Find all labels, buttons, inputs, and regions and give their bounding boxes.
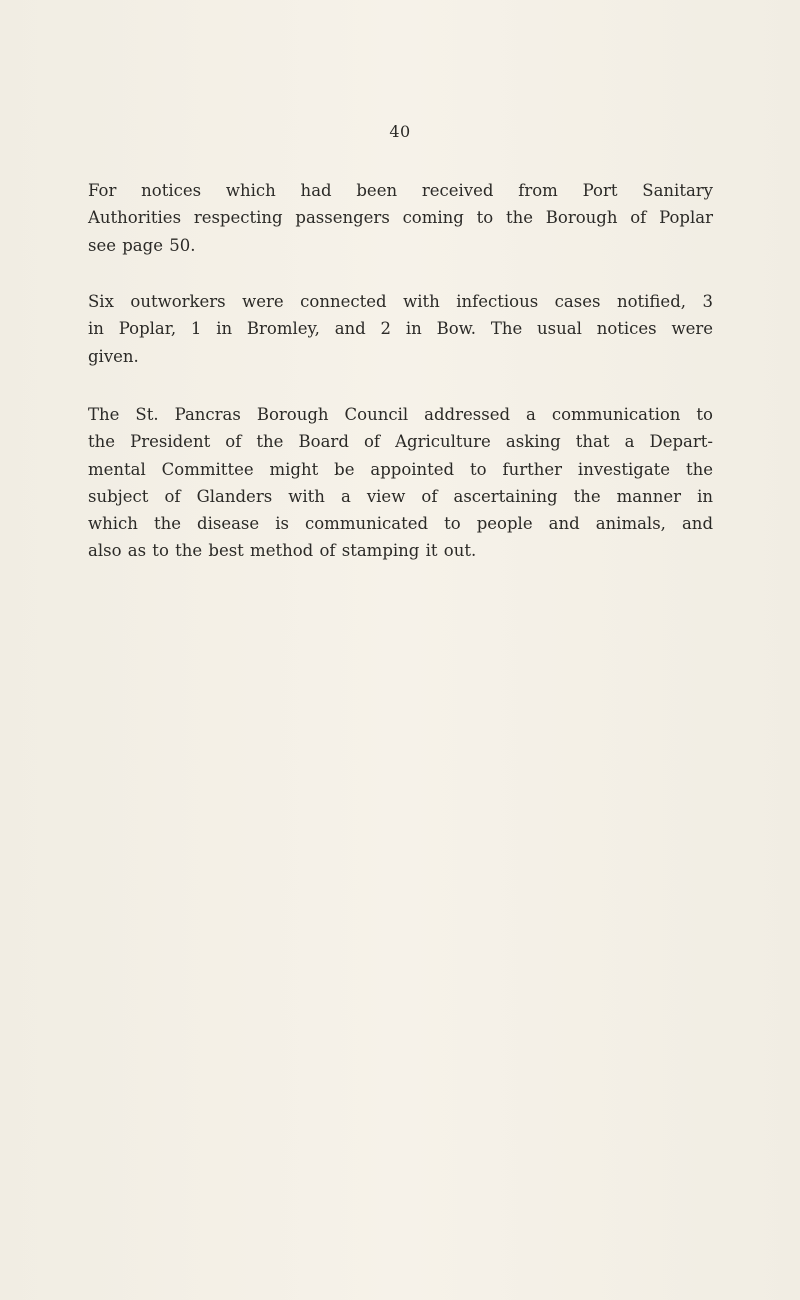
paragraph-line: which the disease is communicated to people and animals, and: [88, 514, 713, 534]
paragraph-line: Authorities respecting passengers coming to the Borough of Poplar: [88, 208, 713, 228]
paragraph-outworkers: [88, 288, 713, 370]
paragraph-line: For notices which had been received from Port Sanitary: [88, 181, 713, 200]
paragraph-line: mental Committee might be appointed to further investigate the: [88, 459, 713, 479]
paragraph-port-sanitary: [88, 177, 713, 259]
paragraph-line: subject of Glanders with a view of ascertaining the manner in: [88, 486, 713, 506]
paragraph-line: The St. Pancras Borough Council addressed a communication to: [88, 405, 713, 424]
paragraph-line: in Poplar, 1 in Bromley, and 2 in Bow. The usual notices were: [88, 319, 713, 339]
paragraph-line: also as to the best method of stamping it out.: [88, 541, 477, 561]
paragraph-line: Six outworkers were connected with infectious cases notified, 3: [88, 292, 713, 311]
page-number: 40: [389, 122, 411, 141]
paragraph-line: given.: [88, 346, 139, 366]
paragraph-line: the President of the Board of Agriculture asking that a Depart-: [88, 432, 713, 452]
paragraph-glanders: [88, 401, 713, 565]
paragraph-line: see page 50.: [88, 235, 196, 255]
